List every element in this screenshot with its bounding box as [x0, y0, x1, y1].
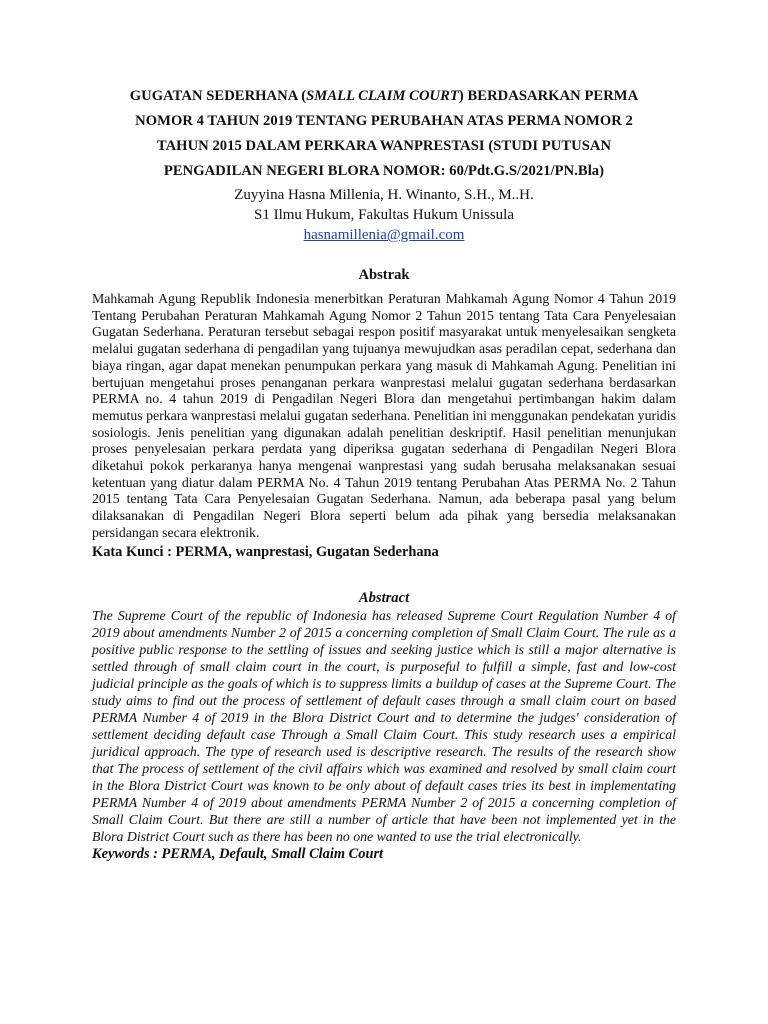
keywords-english: Keywords : PERMA, Default, Small Claim Court: [92, 845, 384, 862]
abstrak-heading: Abstrak: [358, 267, 410, 283]
author-email-link[interactable]: hasnamillenia@gmail.com: [303, 227, 465, 243]
author-email-line: [92, 225, 676, 245]
title-line-2: NOMOR 4 TAHUN 2019 TENTANG PERUBAHAN ATAS PERMA NOMOR 2: [135, 113, 633, 129]
author-affiliation: S1 Ilmu Hukum, Fakultas Hukum Unissula: [253, 207, 514, 223]
abstract-body: The Supreme Court of the republic of Indonesia has released Supreme Court Regulation Number 4 of 2019 about amendments Number 2 of 2015 a concerning completion of Small Claim Court. The rule as a positive public response to the settling of issues and seeking justice which is still a major alternative is settled through of small claim court in the court, is purposeful to fulfill a simple, fast and low-cost judicial principle as the goals of which is to suppress limits a buildup of cases at the Supreme Court. The study aims to find out the process of settlement of default cases through a small claim court on based PERMA Number 4 of 2019 in the Blora District Court and to determine the judges' consideration of settlement deciding default case Through a Small Claim Court. This study research uses a empirical juridical approach. The type of research used is descriptive research. The results of the research show that The process of settlement of the civil affairs which was examined and resolved by small claim court in the Blora District Court was known to be only about of default cases tries its best in implementating PERMA Number 4 of 2019 about amendments PERMA Number 2 of 2015 a concerning completion of Small Claim Court. But there are still a number of article that have been not implemented yet in the Blora District Court such as there has been no one wanted to use the trial electronically.: [92, 607, 676, 844]
title-line-4: PENGADILAN NEGERI BLORA NOMOR: 60/Pdt.G.S/2021/PN.Bla): [163, 163, 605, 179]
author-list: Zuyyina Hasna Millenia, H. Winanto, S.H., M..H.: [234, 187, 534, 203]
title-line-1: GUGATAN SEDERHANA (SMALL CLAIM COURT) BERDASARKAN PERMA: [129, 88, 639, 104]
kata-kunci: Kata Kunci : PERMA, wanprestasi, Gugatan Sederhana: [92, 543, 439, 560]
paper-page: [92, 84, 676, 863]
abstract-heading: Abstract: [358, 589, 410, 606]
abstrak-body: Mahkamah Agung Republik Indonesia menerbitkan Peraturan Mahkamah Agung Nomor 4 Tahun 2019 Tentang Perubahan Peraturan Mahkamah Agung Nomor 2 Tahun 2015 tentang Tata Cara Penyelesaian Gugatan Sederhana. Peraturan tersebut sebagai respon positif masyarakat untuk menyelesaikan sengketa melalui gugatan sederhana di pengadilan yang tujuanya mewujudkan asas peradilan cepat, sederhana dan biaya ringan, agar dapat menekan penumpukan perkara yang masuk di Mahkamah Agung. Penelitian ini bertujuan mengetahui proses penanganan perkara wanprestasi melalui gugatan sederhana berdasarkan PERMA no. 4 tahun 2019 di Pengadilan Negeri Blora dan mengetahui pertimbangan hakim dalam memutus perkara wanprestasi melalui gugatan sederhana. Penelitian ini menggunakan pendekatan yuridis sosiologis. Jenis penelitian yang digunakan adalah penelitian deskriptif. Hasil penelitian menunjukan proses penyelesaian perkara perdata yang diperiksa gugatan sederhana di Pengadilan Negeri Blora diketahui pokok perkaranya hanya mengenai wanprestasi yang sudah berusaha melaksanakan sesuai ketentuan yang diatur dalam PERMA No. 4 Tahun 2019 tentang Perubahan Atas PERMA No. 2 Tahun 2015 tentang Tata Cara Penyelesaian Gugatan Sederhana. Namun, ada beberapa pasal yang belum dilaksanakan di Pengadilan Negeri Blora seperti belum ada pihak yang bersedia melaksanakan persidangan secara elektronik.: [92, 291, 676, 540]
title-italic-term: SMALL CLAIM COURT: [306, 88, 459, 104]
title-line-3: TAHUN 2015 DALAM PERKARA WANPRESTASI (STUDI PUTUSAN: [156, 138, 612, 154]
paper-title: [92, 84, 676, 184]
